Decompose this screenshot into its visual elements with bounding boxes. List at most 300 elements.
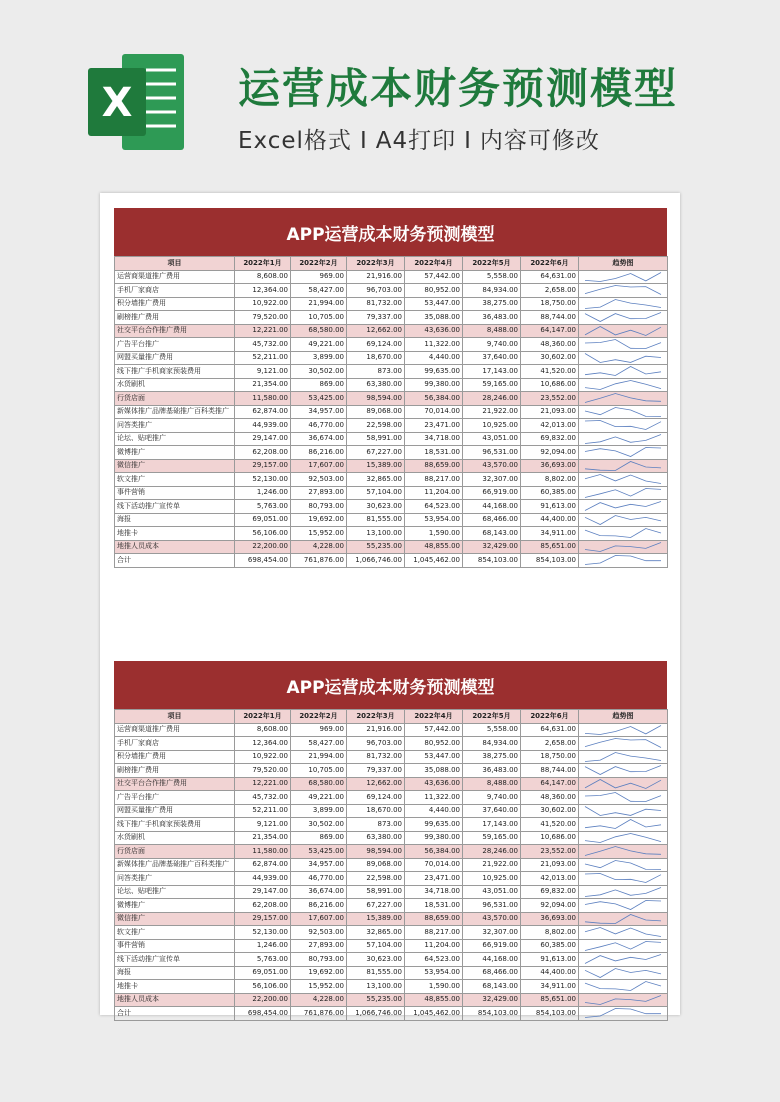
value-cell: 11,204.00: [405, 486, 463, 500]
sparkline: [579, 460, 667, 472]
value-cell: 19,692.00: [291, 966, 347, 980]
column-header: 2022年6月: [521, 710, 579, 724]
value-cell: 8,608.00: [235, 270, 291, 284]
value-cell: 48,855.00: [405, 540, 463, 554]
value-cell: 42,013.00: [521, 419, 579, 433]
value-cell: 43,570.00: [463, 459, 521, 473]
cost-table: [114, 709, 668, 1021]
value-cell: 86,216.00: [291, 446, 347, 460]
trend-sparkline-cell: [579, 1007, 668, 1021]
document-page: [100, 193, 680, 1015]
value-cell: 34,911.00: [521, 527, 579, 541]
table-row: [115, 459, 668, 473]
column-header: 趋势图: [579, 710, 668, 724]
sparkline-line: [585, 725, 661, 734]
value-cell: 58,427.00: [291, 284, 347, 298]
value-cell: 81,732.00: [347, 297, 405, 311]
value-cell: 8,488.00: [463, 777, 521, 791]
table-row: [115, 527, 668, 541]
value-cell: 60,385.00: [521, 939, 579, 953]
sparkline-line: [585, 766, 661, 775]
value-cell: 64,631.00: [521, 270, 579, 284]
trend-sparkline-cell: [579, 818, 668, 832]
sparkline: [579, 392, 667, 404]
sparkline-line: [585, 502, 661, 511]
value-cell: 43,051.00: [463, 432, 521, 446]
value-cell: 3,899.00: [291, 351, 347, 365]
value-cell: 58,991.00: [347, 432, 405, 446]
value-cell: 10,922.00: [235, 750, 291, 764]
row-label: 新媒体推广品牌基础推广百科类推广: [115, 405, 235, 419]
cost-table: [114, 256, 668, 568]
value-cell: 21,994.00: [291, 297, 347, 311]
value-cell: 698,454.00: [235, 554, 291, 568]
value-cell: 88,659.00: [405, 459, 463, 473]
value-cell: 46,770.00: [291, 419, 347, 433]
value-cell: 17,607.00: [291, 459, 347, 473]
value-cell: 68,466.00: [463, 513, 521, 527]
value-cell: 13,100.00: [347, 527, 405, 541]
subtitle-print: A4打印: [375, 128, 457, 154]
column-header: 2022年3月: [347, 257, 405, 271]
value-cell: 53,954.00: [405, 966, 463, 980]
trend-sparkline-cell: [579, 500, 668, 514]
sparkline: [579, 298, 667, 310]
value-cell: 57,104.00: [347, 486, 405, 500]
sparkline: [579, 751, 667, 763]
value-cell: 34,718.00: [405, 885, 463, 899]
row-label: 论坛、贴吧推广: [115, 885, 235, 899]
value-cell: 698,454.00: [235, 1007, 291, 1021]
trend-sparkline-cell: [579, 351, 668, 365]
table-row: [115, 297, 668, 311]
sparkline: [579, 365, 667, 377]
sparkline: [579, 1007, 667, 1019]
value-cell: 1,590.00: [405, 980, 463, 994]
value-cell: 79,520.00: [235, 764, 291, 778]
sparkline-line: [585, 367, 661, 376]
sparkline-line: [585, 820, 661, 829]
value-cell: 66,919.00: [463, 939, 521, 953]
sparkline-line: [585, 1009, 661, 1018]
sparkline-line: [585, 887, 661, 896]
row-label: 地推卡: [115, 980, 235, 994]
value-cell: 98,594.00: [347, 392, 405, 406]
trend-sparkline-cell: [579, 297, 668, 311]
value-cell: 67,227.00: [347, 899, 405, 913]
sparkline: [579, 433, 667, 445]
total-row: [115, 554, 668, 568]
value-cell: 69,832.00: [521, 432, 579, 446]
trend-sparkline-cell: [579, 764, 668, 778]
trend-sparkline-cell: [579, 980, 668, 994]
value-cell: 761,876.00: [291, 1007, 347, 1021]
sparkline-line: [585, 299, 661, 308]
value-cell: 34,911.00: [521, 980, 579, 994]
value-cell: 57,442.00: [405, 723, 463, 737]
trend-sparkline-cell: [579, 804, 668, 818]
sparkline: [579, 926, 667, 938]
table-row: [115, 351, 668, 365]
value-cell: 11,204.00: [405, 939, 463, 953]
value-cell: 53,954.00: [405, 513, 463, 527]
value-cell: 9,740.00: [463, 338, 521, 352]
value-cell: 92,094.00: [521, 446, 579, 460]
value-cell: 21,994.00: [291, 750, 347, 764]
sheet-title-banner: APP运营成本财务预测模型: [114, 661, 667, 709]
column-header: 2022年3月: [347, 710, 405, 724]
value-cell: 30,623.00: [347, 500, 405, 514]
value-cell: 21,354.00: [235, 831, 291, 845]
value-cell: 45,732.00: [235, 338, 291, 352]
table-row: [115, 750, 668, 764]
table-row: [115, 831, 668, 845]
value-cell: 43,051.00: [463, 885, 521, 899]
value-cell: 21,916.00: [347, 270, 405, 284]
value-cell: 79,337.00: [347, 764, 405, 778]
value-cell: 44,400.00: [521, 513, 579, 527]
sparkline: [579, 845, 667, 857]
value-cell: 15,389.00: [347, 459, 405, 473]
table-row: [115, 405, 668, 419]
value-cell: 37,640.00: [463, 351, 521, 365]
value-cell: 3,899.00: [291, 804, 347, 818]
trend-sparkline-cell: [579, 750, 668, 764]
column-header: 2022年6月: [521, 257, 579, 271]
value-cell: 63,380.00: [347, 831, 405, 845]
trend-sparkline-cell: [579, 723, 668, 737]
trend-sparkline-cell: [579, 284, 668, 298]
sparkline-line: [585, 955, 661, 964]
value-cell: 18,670.00: [347, 804, 405, 818]
table-row: [115, 818, 668, 832]
value-cell: 10,705.00: [291, 764, 347, 778]
value-cell: 38,275.00: [463, 750, 521, 764]
value-cell: 56,106.00: [235, 980, 291, 994]
value-cell: 46,770.00: [291, 872, 347, 886]
sparkline: [579, 886, 667, 898]
value-cell: 52,130.00: [235, 473, 291, 487]
value-cell: 66,919.00: [463, 486, 521, 500]
table-row: [115, 980, 668, 994]
value-cell: 35,088.00: [405, 764, 463, 778]
value-cell: 69,051.00: [235, 513, 291, 527]
sparkline: [579, 764, 667, 776]
row-label: 线下推广手机商家预装费用: [115, 818, 235, 832]
sparkline: [579, 818, 667, 830]
value-cell: 38,275.00: [463, 297, 521, 311]
row-label: 海报: [115, 513, 235, 527]
table-row: [115, 737, 668, 751]
value-cell: 69,832.00: [521, 885, 579, 899]
value-cell: 42,013.00: [521, 872, 579, 886]
value-cell: 44,400.00: [521, 966, 579, 980]
value-cell: 8,802.00: [521, 473, 579, 487]
value-cell: 1,590.00: [405, 527, 463, 541]
value-cell: 18,531.00: [405, 899, 463, 913]
value-cell: 55,235.00: [347, 540, 405, 554]
trend-sparkline-cell: [579, 311, 668, 325]
sparkline: [579, 271, 667, 283]
value-cell: 60,385.00: [521, 486, 579, 500]
value-cell: 969.00: [291, 270, 347, 284]
value-cell: 53,447.00: [405, 297, 463, 311]
value-cell: 28,246.00: [463, 845, 521, 859]
value-cell: 45,732.00: [235, 791, 291, 805]
value-cell: 59,165.00: [463, 378, 521, 392]
value-cell: 62,208.00: [235, 446, 291, 460]
column-header: 项目: [115, 710, 235, 724]
value-cell: 99,380.00: [405, 831, 463, 845]
sparkline: [579, 805, 667, 817]
sparkline-line: [585, 914, 661, 923]
value-cell: 761,876.00: [291, 554, 347, 568]
value-cell: 68,580.00: [291, 777, 347, 791]
value-cell: 32,865.00: [347, 926, 405, 940]
value-cell: 52,211.00: [235, 804, 291, 818]
sparkline: [579, 284, 667, 296]
value-cell: 36,674.00: [291, 885, 347, 899]
value-cell: 68,466.00: [463, 966, 521, 980]
row-label: 微博推广: [115, 899, 235, 913]
trend-sparkline-cell: [579, 939, 668, 953]
sparkline-line: [585, 461, 661, 470]
value-cell: 869.00: [291, 831, 347, 845]
value-cell: 2,658.00: [521, 737, 579, 751]
value-cell: 15,952.00: [291, 527, 347, 541]
sparkline-line: [585, 928, 661, 937]
value-cell: 49,221.00: [291, 338, 347, 352]
value-cell: 88,217.00: [405, 473, 463, 487]
value-cell: 4,228.00: [291, 993, 347, 1007]
value-cell: 22,598.00: [347, 872, 405, 886]
sparkline-line: [585, 779, 661, 788]
value-cell: 34,718.00: [405, 432, 463, 446]
trend-sparkline-cell: [579, 486, 668, 500]
total-row: [115, 1007, 668, 1021]
value-cell: 1,246.00: [235, 939, 291, 953]
value-cell: 5,763.00: [235, 500, 291, 514]
trend-sparkline-cell: [579, 912, 668, 926]
value-cell: 4,440.00: [405, 804, 463, 818]
value-cell: 18,750.00: [521, 750, 579, 764]
value-cell: 92,503.00: [291, 926, 347, 940]
table-row: [115, 446, 668, 460]
table-row: [115, 912, 668, 926]
value-cell: 9,121.00: [235, 818, 291, 832]
trend-sparkline-cell: [579, 926, 668, 940]
table-row: [115, 473, 668, 487]
row-label: 运营商渠道推广费用: [115, 723, 235, 737]
sparkline: [579, 940, 667, 952]
row-label: 问答类推广: [115, 419, 235, 433]
value-cell: 10,686.00: [521, 378, 579, 392]
value-cell: 57,442.00: [405, 270, 463, 284]
trend-sparkline-cell: [579, 459, 668, 473]
sparkline-line: [585, 326, 661, 335]
value-cell: 8,488.00: [463, 324, 521, 338]
svg-text:X: X: [101, 80, 133, 126]
row-label: 水货刷机: [115, 378, 235, 392]
value-cell: 63,380.00: [347, 378, 405, 392]
value-cell: 91,613.00: [521, 953, 579, 967]
trend-sparkline-cell: [579, 966, 668, 980]
value-cell: 10,925.00: [463, 872, 521, 886]
column-header: 2022年1月: [235, 257, 291, 271]
sparkline: [579, 832, 667, 844]
sparkline-line: [585, 488, 661, 497]
value-cell: 64,523.00: [405, 500, 463, 514]
value-cell: 15,389.00: [347, 912, 405, 926]
trend-sparkline-cell: [579, 858, 668, 872]
row-label: 地推人员成本: [115, 540, 235, 554]
value-cell: 49,221.00: [291, 791, 347, 805]
page-title: 运营成本财务预测模型: [238, 64, 679, 113]
value-cell: 12,364.00: [235, 284, 291, 298]
column-header: 项目: [115, 257, 235, 271]
value-cell: 21,922.00: [463, 858, 521, 872]
sparkline: [579, 311, 667, 323]
value-cell: 17,607.00: [291, 912, 347, 926]
value-cell: 69,051.00: [235, 966, 291, 980]
table-row: [115, 939, 668, 953]
sparkline-line: [585, 380, 661, 389]
trend-sparkline-cell: [579, 324, 668, 338]
value-cell: 32,429.00: [463, 993, 521, 1007]
row-label: 线下推广手机商家预装费用: [115, 365, 235, 379]
column-header: 2022年4月: [405, 710, 463, 724]
value-cell: 1,066,746.00: [347, 554, 405, 568]
row-label: 地推人员成本: [115, 993, 235, 1007]
value-cell: 5,763.00: [235, 953, 291, 967]
row-label: 网盟买量推广费用: [115, 804, 235, 818]
trend-sparkline-cell: [579, 831, 668, 845]
sparkline: [579, 527, 667, 539]
value-cell: 81,555.00: [347, 513, 405, 527]
row-label: 网盟买量推广费用: [115, 351, 235, 365]
value-cell: 21,922.00: [463, 405, 521, 419]
value-cell: 32,865.00: [347, 473, 405, 487]
trend-sparkline-cell: [579, 540, 668, 554]
value-cell: 85,651.00: [521, 993, 579, 1007]
value-cell: 98,594.00: [347, 845, 405, 859]
value-cell: 23,471.00: [405, 872, 463, 886]
sparkline: [579, 500, 667, 512]
value-cell: 34,957.00: [291, 405, 347, 419]
value-cell: 89,068.00: [347, 405, 405, 419]
value-cell: 59,165.00: [463, 831, 521, 845]
value-cell: 70,014.00: [405, 858, 463, 872]
value-cell: 17,143.00: [463, 365, 521, 379]
sparkline-line: [585, 793, 661, 802]
value-cell: 55,235.00: [347, 993, 405, 1007]
sparkline-line: [585, 739, 661, 748]
value-cell: 88,659.00: [405, 912, 463, 926]
value-cell: 67,227.00: [347, 446, 405, 460]
value-cell: 11,322.00: [405, 338, 463, 352]
value-cell: 34,957.00: [291, 858, 347, 872]
sparkline-line: [585, 529, 661, 538]
row-label: 微信推广: [115, 459, 235, 473]
value-cell: 4,440.00: [405, 351, 463, 365]
value-cell: 96,703.00: [347, 737, 405, 751]
sparkline: [579, 737, 667, 749]
value-cell: 11,322.00: [405, 791, 463, 805]
value-cell: 10,922.00: [235, 297, 291, 311]
value-cell: 873.00: [347, 365, 405, 379]
sparkline: [579, 778, 667, 790]
value-cell: 32,429.00: [463, 540, 521, 554]
value-cell: 69,124.00: [347, 791, 405, 805]
table-row: [115, 392, 668, 406]
row-label: 社交平台合作推广费用: [115, 777, 235, 791]
excel-logo-icon: [86, 50, 188, 154]
table-row: [115, 804, 668, 818]
value-cell: 29,147.00: [235, 432, 291, 446]
value-cell: 70,014.00: [405, 405, 463, 419]
value-cell: 36,693.00: [521, 912, 579, 926]
trend-sparkline-cell: [579, 899, 668, 913]
trend-sparkline-cell: [579, 473, 668, 487]
value-cell: 96,703.00: [347, 284, 405, 298]
value-cell: 64,147.00: [521, 324, 579, 338]
row-label: 微信推广: [115, 912, 235, 926]
sparkline: [579, 338, 667, 350]
row-label: 积分墙推广费用: [115, 297, 235, 311]
value-cell: 2,658.00: [521, 284, 579, 298]
table-row: [115, 365, 668, 379]
value-cell: 36,483.00: [463, 311, 521, 325]
sparkline-line: [585, 313, 661, 322]
row-label: 地推卡: [115, 527, 235, 541]
value-cell: 854,103.00: [463, 1007, 521, 1021]
trend-sparkline-cell: [579, 446, 668, 460]
value-cell: 64,631.00: [521, 723, 579, 737]
table-row: [115, 885, 668, 899]
table-row: [115, 926, 668, 940]
value-cell: 52,211.00: [235, 351, 291, 365]
value-cell: 22,598.00: [347, 419, 405, 433]
trend-sparkline-cell: [579, 845, 668, 859]
value-cell: 56,384.00: [405, 392, 463, 406]
row-label: 水货刷机: [115, 831, 235, 845]
table-row: [115, 513, 668, 527]
trend-sparkline-cell: [579, 432, 668, 446]
value-cell: 29,157.00: [235, 459, 291, 473]
sparkline-line: [585, 434, 661, 443]
value-cell: 43,636.00: [405, 324, 463, 338]
trend-sparkline-cell: [579, 777, 668, 791]
trend-sparkline-cell: [579, 791, 668, 805]
row-label: 手机厂家商店: [115, 737, 235, 751]
value-cell: 84,934.00: [463, 737, 521, 751]
value-cell: 32,307.00: [463, 926, 521, 940]
trend-sparkline-cell: [579, 392, 668, 406]
trend-sparkline-cell: [579, 338, 668, 352]
spreadsheet-1: [114, 208, 667, 568]
value-cell: 80,952.00: [405, 284, 463, 298]
table-row: [115, 486, 668, 500]
sparkline-line: [585, 806, 661, 815]
value-cell: 10,705.00: [291, 311, 347, 325]
value-cell: 12,662.00: [347, 777, 405, 791]
table-row: [115, 966, 668, 980]
table-row: [115, 993, 668, 1007]
value-cell: 23,471.00: [405, 419, 463, 433]
value-cell: 88,217.00: [405, 926, 463, 940]
sparkline: [579, 379, 667, 391]
value-cell: 36,674.00: [291, 432, 347, 446]
